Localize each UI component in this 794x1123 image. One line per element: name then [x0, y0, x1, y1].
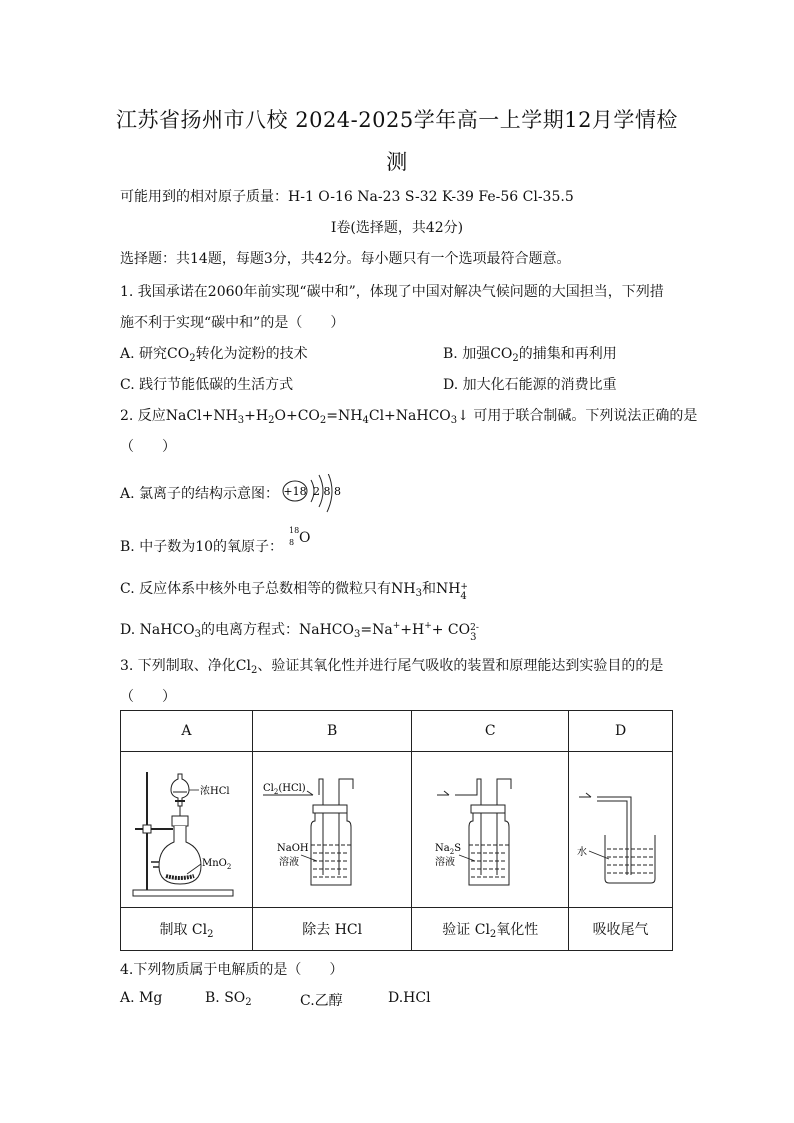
label-cl2-hcl: $Cl_2(HCl)$	[263, 782, 306, 796]
atomic-masses: 可能用到的相对原子质量：H-1 O-16 Na-23 S-32 K-39 Fe-56 Cl-35.5	[120, 189, 574, 205]
apparatus-a-cell	[121, 752, 253, 908]
caption-c: 验证 $Cl_2$氧化性	[412, 908, 569, 951]
q4-option-b: B. $SO_2$	[205, 990, 252, 1008]
q1-stem-line2: 施不利于实现“碳中和”的是（ ）	[120, 315, 345, 331]
q4-option-a: A. Mg	[120, 990, 163, 1006]
label-na2s-solution: 溶液	[435, 856, 456, 868]
atomic-number: 8	[289, 538, 295, 547]
q4-option-d: D.HCl	[388, 990, 431, 1006]
apparatus-d-diagram	[571, 765, 671, 895]
q1-option-d: D. 加大化石能源的消费比重	[443, 377, 617, 393]
label-naoh-solution: 溶液	[279, 856, 300, 868]
q4-option-c: C.乙醇	[300, 993, 343, 1009]
caption-a: 制取 $Cl_2$	[121, 908, 253, 951]
q1-option-b: B. 加强$CO_2$的捕集和再利用	[443, 346, 617, 364]
label-naoh: NaOH	[277, 842, 309, 854]
instructions: 选择题：共14题，每题3分，共42分。每小题只有一个选项最符合题意。	[120, 251, 571, 267]
label-conc-hcl: 浓HCl	[200, 785, 231, 797]
chloride-ion-diagram	[282, 474, 352, 524]
label-mno2: MnO$_2$	[202, 857, 232, 871]
section-heading: I卷(选择题，共42分)	[330, 220, 464, 236]
caption-b: 除去 HCl	[252, 908, 412, 951]
label-water: 水	[576, 846, 587, 858]
page-title: 江苏省扬州市八校 2024-2025学年高一上学期12月学情检	[116, 108, 678, 132]
apparatus-d-cell	[569, 752, 673, 908]
header-d: D	[569, 711, 673, 752]
label-na2s: $Na_2S$	[435, 842, 462, 856]
q3-stem-line1: 3. 下列制取、净化$Cl_2$、验证其氧化性并进行尾气吸收的装置和原理能达到实验目的的是	[120, 658, 664, 676]
apparatus-c-cell	[412, 752, 569, 908]
q1-option-a: A. 研究$CO_2$转化为淀粉的技术	[120, 346, 308, 364]
mass-number: 18	[289, 526, 300, 535]
q2-option-d: D. NaHCO$_3$的电离方程式：NaHCO$_3$=Na++H++ CO 2- 3	[120, 621, 479, 643]
header-c: C	[412, 711, 569, 752]
apparatus-table	[120, 710, 673, 951]
header-a: A	[121, 711, 253, 752]
q2-option-a: A. 氯离子的结构示意图：	[120, 486, 280, 502]
element-symbol: O	[299, 530, 311, 546]
apparatus-b-cell	[252, 752, 412, 908]
q3-stem-line2: （ ）	[120, 689, 176, 705]
header-b: B	[252, 711, 412, 752]
q1-option-c: C. 践行节能低碳的生活方式	[120, 377, 294, 393]
apparatus-a-diagram	[121, 754, 251, 906]
apparatus-c-diagram	[415, 765, 565, 895]
caption-d: 吸收尾气	[569, 908, 673, 951]
q2-option-c: C. 反应体系中核外电子总数相等的微粒只有$NH_3$和NH + 4	[120, 581, 468, 602]
nucleus-charge: +18	[283, 485, 307, 498]
q2-stem-line1: 2. 反应$NaCl+NH_3+H_2O+CO_2=NH_4Cl+NaHCO_3↓$ 可用于联合制碱。下列说法正确的是	[120, 408, 698, 426]
electron-shells: 2 8 8	[313, 485, 341, 498]
q2-stem-line2: （ ）	[120, 439, 176, 455]
q2-option-b: B. 中子数为10的氧原子：	[120, 539, 284, 555]
page-title-continued: 测	[386, 150, 408, 174]
q4-stem: 4.下列物质属于电解质的是（ ）	[120, 962, 344, 978]
q1-stem-line1: 1. 我国承诺在2060年前实现“碳中和”，体现了中国对解决气候问题的大国担当，下列措	[120, 284, 664, 300]
oxygen-isotope	[289, 526, 311, 547]
apparatus-b-diagram	[257, 765, 407, 895]
